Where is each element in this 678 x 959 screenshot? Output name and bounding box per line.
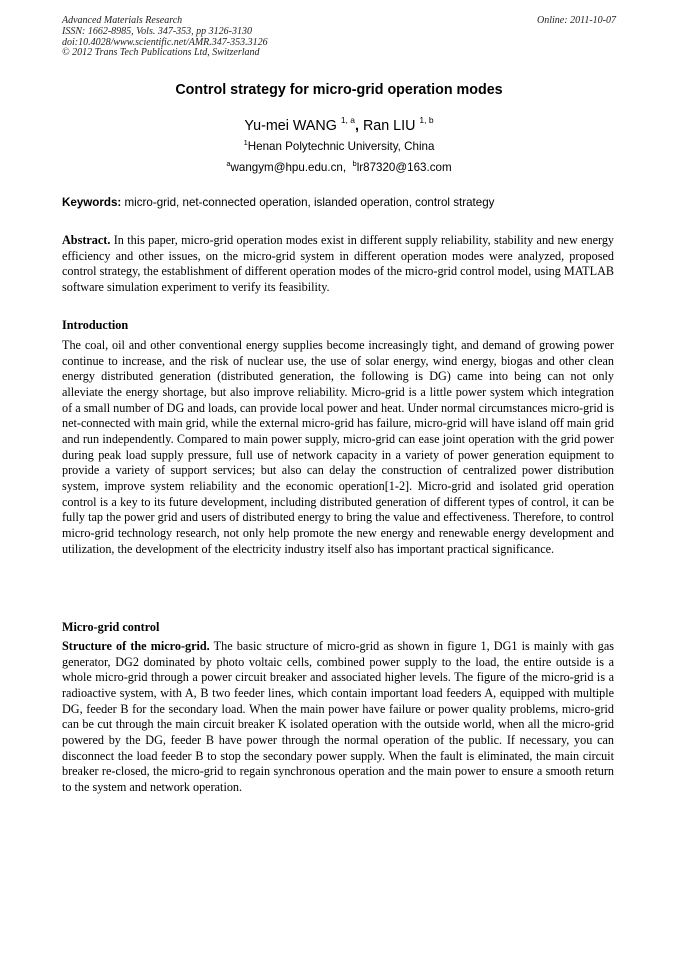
introduction-paragraph: The coal, oil and other conventional energy supplies become increasingly tight, and demand of growing power continue to increase, and the risk of nuclear use, the use of solar energy, wind energy, biogas and other clean energy distributed generation (distributed generation, the following is DG) came into being can not only alleviate the energy shortage, but also improve reliability. Micro-grid is a little power system which integration of a small number of DG and loads, can provide local power and heat. Under normal circumstances micro-grid is net-connected with main grid, while the external micro-grid has failure, micro-grid will have island off main grid and run independently. Compared to main power supply, micro-grid can ease joint operation with the grid power during peak load supply pressure, full use of network capacity in a variety of power generation equipment to provide a variety of support services; but also can delay the construction of centralized power distribution system, improve system reliability and the economic operation[1-2]. Micro-grid and isolated grid operation control is a key to its future development, including distributed generation of different types of control, it can be fully tap the power grid and users of distributed energy to bring the value and effectiveness. Therefore, to control micro-grid technology research, not only help promote the new energy and renewable energy development and utilization, the development of the electricity industry itself also has important practical significance.	[62, 338, 614, 556]
abstract-label: Abstract.	[62, 233, 111, 247]
abstract	[62, 233, 614, 296]
author-line	[0, 115, 678, 134]
journal-name: Advanced Materials Research	[62, 15, 183, 26]
email-b-marker: b	[352, 159, 357, 168]
author-1: Yu-mei WANG	[244, 118, 337, 134]
email-line	[0, 159, 678, 174]
structure-subheading: Structure of the micro-grid.	[62, 639, 210, 653]
email-a[interactable]: wangym@hpu.edu.cn,	[230, 161, 347, 174]
author-separator: ,	[355, 118, 359, 134]
author-2-affiliation: 1, b	[419, 115, 434, 125]
micro-grid-control-heading: Micro-grid control	[62, 620, 160, 634]
micro-grid-structure-paragraph	[62, 639, 614, 796]
copyright-line: © 2012 Trans Tech Publications Ltd, Switzerland	[62, 47, 260, 59]
author-2: Ran LIU	[362, 118, 416, 134]
email-a-marker: a	[226, 159, 231, 168]
keywords-text: micro-grid, net-connected operation, islanded operation, control strategy	[124, 196, 495, 209]
affiliation	[0, 138, 678, 153]
structure-text: The basic structure of micro-grid as shown in figure 1, DG1 is mainly with gas generator, DG2 dominated by photo voltaic cells, combined power supply to the load, the entire outside is a whole micro-grid through a power circuit breaker and associated higher levels. The figure of the micro-grid is a radioactive system, with A, B two feeder lines, which contain important load feeders A, equipped with multiple DG, feeder B for the secondary load. When the main power have failure or power quality problems, micro-grid can be cut through the main circuit breaker K isolated operation with the outside world, when all the micro-grid powered by the DG, feeder B have power through the normal operation of the public. If necessary, you can disconnect the load feeder B to stop the secondary power supply. When the fault is eliminated, the main circuit breaker re-closed, the micro-grid to regain synchronous operation and the main power to ensure a smooth return to the system and network operation.	[62, 639, 614, 794]
online-date: Online: 2011-10-07	[537, 15, 616, 26]
journal-header	[62, 16, 616, 59]
paper-title: Control strategy for micro-grid operation modes	[175, 82, 503, 98]
keywords-label: Keywords:	[62, 196, 122, 209]
doi-line[interactable]: doi:10.4028/www.scientific.net/AMR.347-353.3126	[62, 36, 268, 48]
issn-line: ISSN: 1662-8985, Vols. 347-353, pp 3126-3130	[62, 25, 252, 37]
email-b[interactable]: lr87320@163.com	[356, 161, 452, 174]
author-1-affiliation: 1, a	[340, 115, 355, 125]
affiliation-name: Henan Polytechnic University, China	[247, 140, 435, 153]
introduction-heading: Introduction	[62, 318, 129, 332]
abstract-text: In this paper, micro-grid operation modes exist in different supply reliability, stability and new energy efficiency and other issues, on the micro-grid system in different operation modes were analyzed, proposed control strategy, the establishment of different operation modes of the micro-grid control model, using MATLAB software simulation experiment to verify its feasibility.	[62, 233, 615, 294]
affiliation-marker: 1	[243, 138, 248, 147]
keywords	[62, 196, 622, 209]
